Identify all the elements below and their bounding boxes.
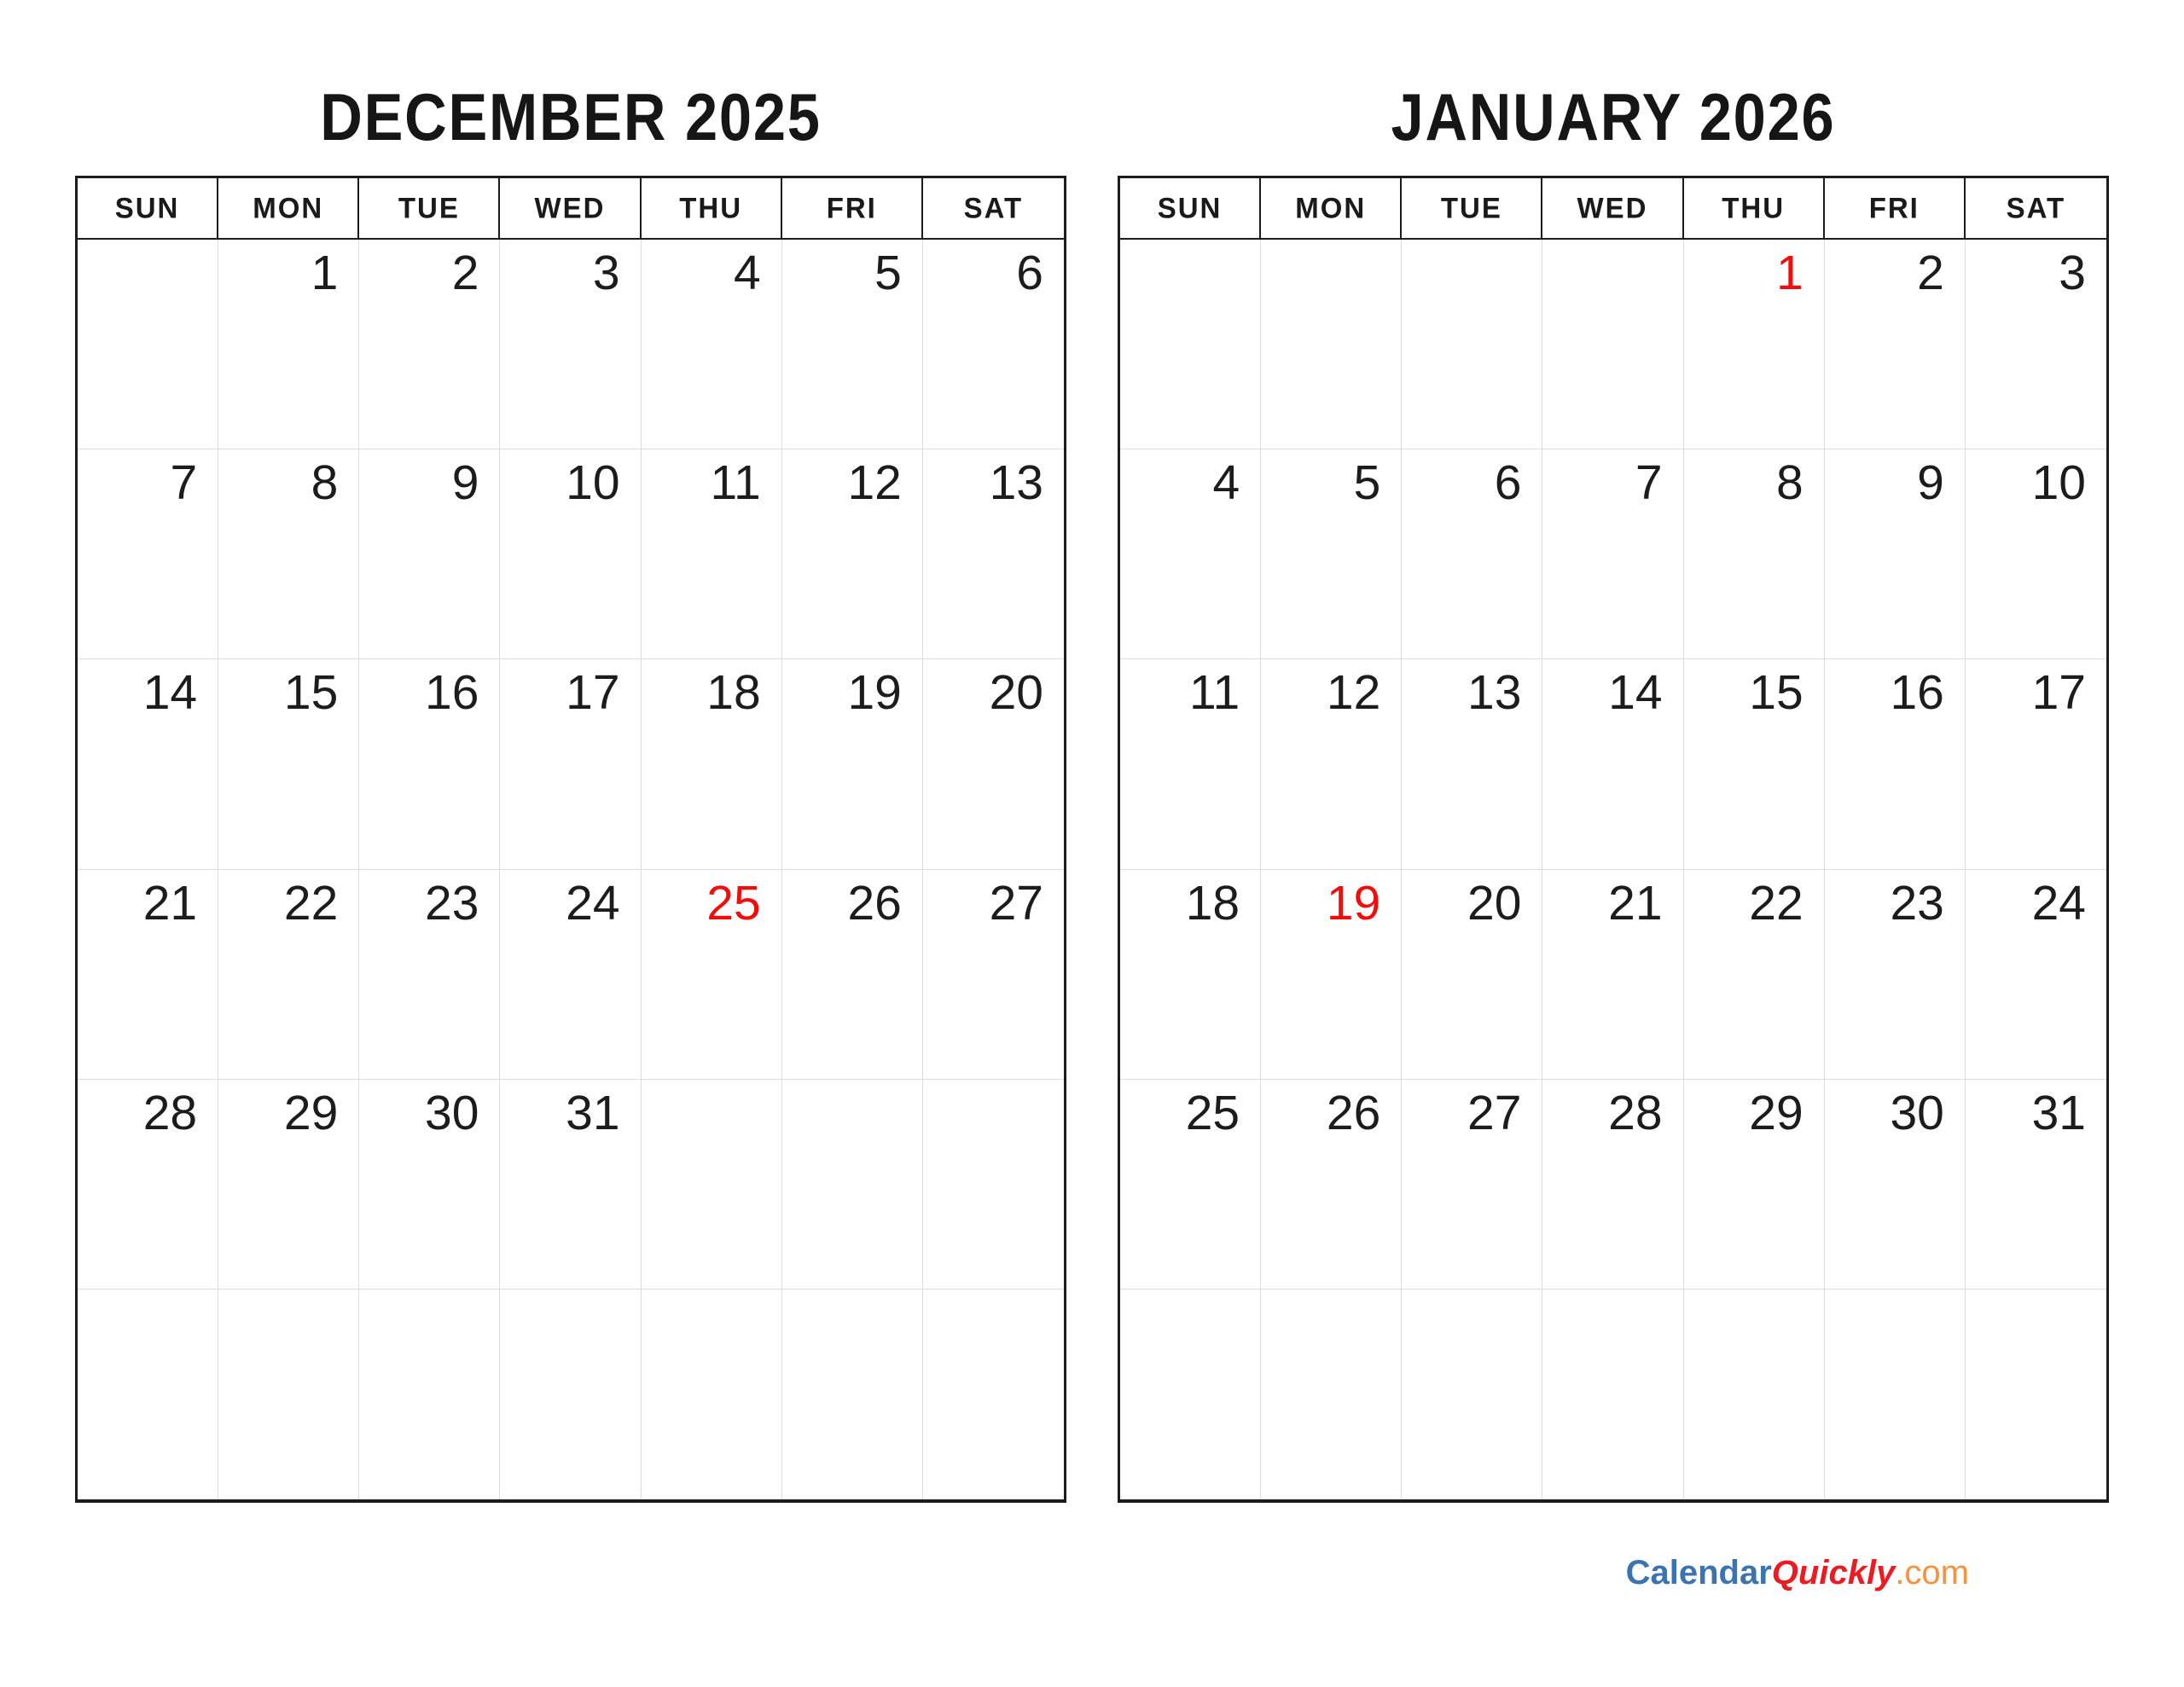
date-cell-empty [359, 1290, 500, 1499]
date-cell-31: 31 [500, 1080, 641, 1290]
date-cell-7: 7 [78, 449, 218, 659]
date-cell-6: 6 [1402, 449, 1542, 659]
weekday-header-row [1120, 178, 2106, 240]
logo-text-quickly: Quickly [1771, 1554, 1896, 1591]
date-cell-empty [1120, 240, 1261, 449]
date-cell-19: 19 [782, 659, 923, 869]
date-cell-21: 21 [1542, 870, 1683, 1080]
date-cell-11: 11 [1120, 659, 1261, 869]
calendar-title-december-2025: DECEMBER 2025 [320, 79, 822, 154]
date-cell-9: 9 [1825, 449, 1966, 659]
date-cell-30: 30 [359, 1080, 500, 1290]
calendar-title-january-2026: JANUARY 2026 [1391, 79, 1836, 154]
date-cell-1: 1 [218, 240, 359, 449]
date-cell-empty [1402, 240, 1542, 449]
date-cell-25: 25 [642, 870, 782, 1080]
date-cell-13: 13 [1402, 659, 1542, 869]
date-cell-empty [218, 1290, 359, 1499]
date-cell-22: 22 [1684, 870, 1825, 1080]
date-cell-17: 17 [500, 659, 641, 869]
date-cell-empty [1966, 1290, 2106, 1499]
date-cell-14: 14 [78, 659, 218, 869]
date-cell-27: 27 [923, 870, 1064, 1080]
date-cell-24: 24 [1966, 870, 2106, 1080]
day-header-mon: MON [1261, 177, 1402, 240]
date-cell-empty [1825, 1290, 1966, 1499]
date-cell-26: 26 [782, 870, 923, 1080]
logo-text-dotcom: .com [1895, 1554, 1969, 1591]
date-cell-22: 22 [218, 870, 359, 1080]
date-cell-empty [1542, 240, 1683, 449]
date-cell-empty [78, 1290, 218, 1499]
date-cell-11: 11 [642, 449, 782, 659]
date-cell-empty [923, 1080, 1064, 1290]
day-header-mon: MON [218, 177, 359, 240]
date-cell-8: 8 [1684, 449, 1825, 659]
date-cell-20: 20 [923, 659, 1064, 869]
date-cell-16: 16 [1825, 659, 1966, 869]
date-cell-10: 10 [500, 449, 641, 659]
calendar-grid-january [1118, 176, 2109, 1503]
date-cell-16: 16 [359, 659, 500, 869]
date-cell-5: 5 [1261, 449, 1402, 659]
date-cell-1: 1 [1684, 240, 1825, 449]
date-cell-24: 24 [500, 870, 641, 1080]
day-header-sat: SAT [963, 191, 1024, 224]
day-header-sun: SUN [78, 177, 218, 240]
date-cell-9: 9 [359, 449, 500, 659]
date-cell-empty [1684, 1290, 1825, 1499]
day-header-fri: FRI [782, 177, 923, 240]
day-header-wed: WED [1542, 177, 1683, 240]
date-cell-19: 19 [1261, 870, 1402, 1080]
date-cell-empty [1402, 1290, 1542, 1499]
date-cell-17: 17 [1966, 659, 2106, 869]
date-cell-empty [642, 1080, 782, 1290]
date-cell-empty [642, 1290, 782, 1499]
date-cell-empty [1261, 240, 1402, 449]
date-cell-29: 29 [1684, 1080, 1825, 1290]
date-cell-23: 23 [359, 870, 500, 1080]
date-cell-2: 2 [1825, 240, 1966, 449]
date-cell-13: 13 [923, 449, 1064, 659]
calendar-grid-december [75, 176, 1066, 1503]
calendarquickly-logo[interactable] [1626, 1554, 1969, 1592]
weekday-header-row [78, 178, 1064, 240]
date-cell-empty [78, 240, 218, 449]
logo-text-calendar: Calendar [1625, 1554, 1772, 1591]
date-cell-4: 4 [1120, 449, 1261, 659]
date-cell-30: 30 [1825, 1080, 1966, 1290]
calendar-january-2026 [1118, 0, 2109, 1503]
day-header-sun: SUN [1120, 177, 1261, 240]
date-cell-21: 21 [78, 870, 218, 1080]
day-header-fri: FRI [1825, 177, 1966, 240]
date-cell-empty [782, 1080, 923, 1290]
date-cell-3: 3 [1966, 240, 2106, 449]
date-cell-empty [923, 1290, 1064, 1499]
date-cell-empty [1120, 1290, 1261, 1499]
date-cell-empty [1542, 1290, 1683, 1499]
date-cell-12: 12 [1261, 659, 1402, 869]
date-cell-18: 18 [642, 659, 782, 869]
weeks-body [78, 240, 1064, 1499]
date-cell-29: 29 [218, 1080, 359, 1290]
day-header-thu: THU [642, 177, 782, 240]
date-cell-6: 6 [923, 240, 1064, 449]
date-cell-15: 15 [1684, 659, 1825, 869]
date-cell-25: 25 [1120, 1080, 1261, 1290]
date-cell-empty [782, 1290, 923, 1499]
day-header-sat: SAT [2006, 191, 2066, 224]
day-header-tue: TUE [359, 177, 500, 240]
date-cell-3: 3 [500, 240, 641, 449]
date-cell-28: 28 [1542, 1080, 1683, 1290]
date-cell-empty [1261, 1290, 1402, 1499]
date-cell-10: 10 [1966, 449, 2106, 659]
date-cell-20: 20 [1402, 870, 1542, 1080]
date-cell-31: 31 [1966, 1080, 2106, 1290]
day-header-thu: THU [1684, 177, 1825, 240]
date-cell-2: 2 [359, 240, 500, 449]
day-header-tue: TUE [1402, 177, 1542, 240]
calendar-december-2025 [75, 0, 1066, 1503]
date-cell-23: 23 [1825, 870, 1966, 1080]
date-cell-28: 28 [78, 1080, 218, 1290]
date-cell-empty [500, 1290, 641, 1499]
date-cell-4: 4 [642, 240, 782, 449]
weeks-body [1120, 240, 2106, 1499]
date-cell-8: 8 [218, 449, 359, 659]
day-header-wed: WED [500, 177, 641, 240]
date-cell-7: 7 [1542, 449, 1683, 659]
date-cell-12: 12 [782, 449, 923, 659]
date-cell-5: 5 [782, 240, 923, 449]
date-cell-18: 18 [1120, 870, 1261, 1080]
date-cell-27: 27 [1402, 1080, 1542, 1290]
date-cell-14: 14 [1542, 659, 1683, 869]
date-cell-26: 26 [1261, 1080, 1402, 1290]
date-cell-15: 15 [218, 659, 359, 869]
